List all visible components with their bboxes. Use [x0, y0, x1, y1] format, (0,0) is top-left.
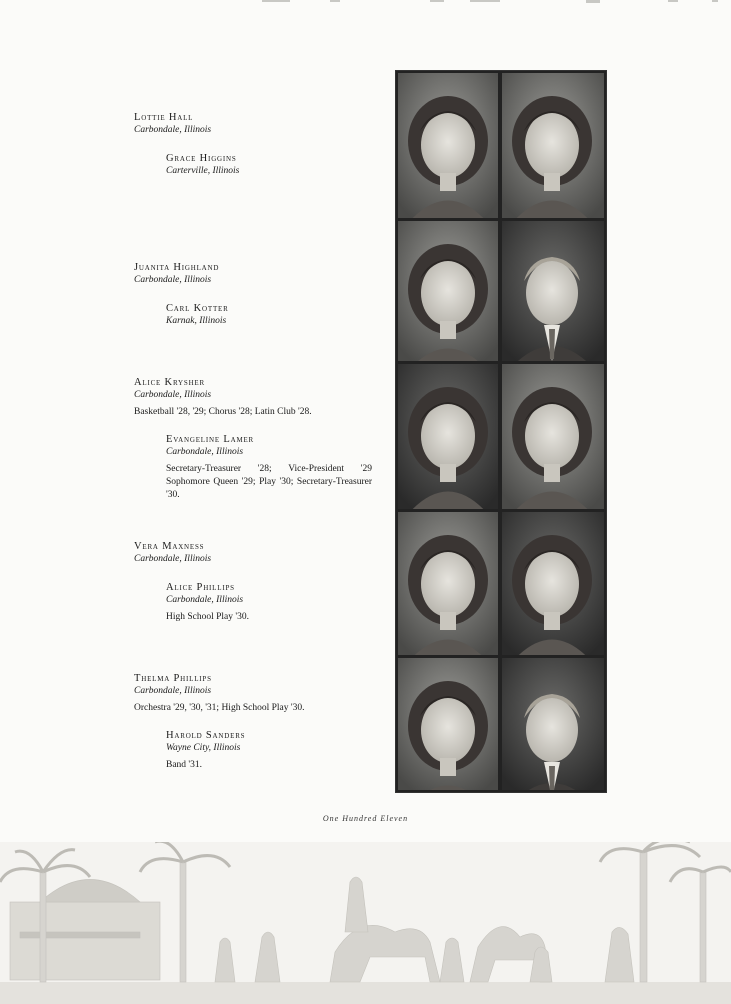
header-remnants	[0, 0, 731, 12]
student-activities: Orchestra '29, '30, '31; High School Play '30.	[134, 703, 305, 713]
student-town: Carbondale, Illinois	[134, 554, 212, 564]
portrait-photo	[398, 221, 498, 361]
student-activities: Band '31.	[166, 760, 203, 770]
portrait-photo	[398, 73, 498, 218]
student-town: Carbondale, Illinois	[134, 125, 212, 135]
student-entry	[134, 376, 374, 419]
page-number: One Hundred Eleven	[322, 814, 409, 823]
student-entry	[166, 152, 376, 178]
student-town: Carbondale, Illinois	[134, 275, 212, 285]
student-entry	[166, 581, 376, 624]
portrait-photo	[502, 658, 604, 790]
portrait-photo	[502, 73, 604, 218]
portrait-photo	[502, 512, 604, 655]
student-activities: High School Play '30.	[166, 612, 249, 622]
student-town: Carbondale, Illinois	[166, 447, 244, 457]
student-name: Harold Sanders	[166, 730, 246, 741]
portrait-photo	[398, 364, 498, 509]
student-town: Carbondale, Illinois	[134, 686, 212, 696]
student-activities: Basketball '28, '29; Chorus '28; Latin Club '28.	[134, 407, 312, 417]
portrait-photo	[398, 512, 498, 655]
student-name: Carl Kotter	[166, 303, 229, 314]
student-name: Vera Maxness	[134, 541, 205, 552]
student-town: Carbondale, Illinois	[134, 390, 212, 400]
student-entry	[134, 111, 384, 137]
portrait-photo	[502, 221, 604, 361]
student-name: Juanita Highland	[134, 262, 220, 273]
student-entry	[166, 729, 376, 772]
student-entry	[134, 672, 384, 715]
student-name: Lottie Hall	[134, 112, 194, 123]
student-name: Evangeline Lamer	[166, 434, 255, 445]
desert-caravan-banner	[0, 842, 731, 1004]
student-town: Carbondale, Illinois	[166, 595, 244, 605]
student-town: Karnak, Illinois	[166, 316, 227, 326]
student-name: Thelma Phillips	[134, 673, 212, 684]
student-name: Alice Phillips	[166, 582, 235, 593]
portrait-photo	[398, 658, 498, 790]
portrait-column	[395, 70, 607, 793]
portrait-photo	[502, 364, 604, 509]
student-town: Carterville, Illinois	[166, 166, 240, 176]
student-name: Grace Higgins	[166, 153, 237, 164]
student-entry	[166, 433, 372, 502]
student-entry	[134, 261, 384, 287]
student-town: Wayne City, Illinois	[166, 743, 241, 753]
student-name: Alice Krysher	[134, 377, 205, 388]
student-activities: Secretary-Treasurer '28; Vice-President '29 Sophomore Queen '29; Play '30; Secretary-Treasurer '30.	[166, 464, 372, 500]
student-entry	[166, 302, 376, 328]
student-entry	[134, 540, 384, 566]
